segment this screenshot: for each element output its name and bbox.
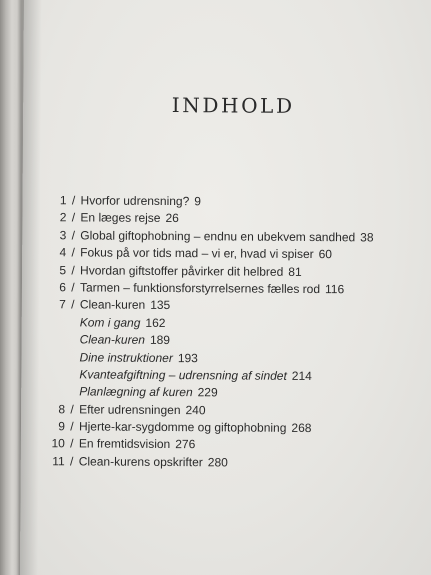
entry-title: Global giftophobning – endnu en ubekvem sandhed (80, 228, 356, 245)
entry-page-number: 189 (149, 333, 171, 348)
entry-title: En læges rejse (80, 210, 161, 226)
entry-title: Hjerte-kar-sygdomme og giftophobning (78, 419, 287, 435)
entry-title: Hvordan giftstoffer påvirker dit helbred (80, 262, 284, 279)
entry-page-number: 9 (194, 194, 202, 209)
entry-title: Clean-kurens opskrifter (78, 454, 203, 470)
toc-entry (49, 453, 429, 473)
entry-title: En fremtidsvision (78, 436, 171, 452)
table-of-contents (49, 192, 431, 473)
entry-page-number: 193 (177, 350, 198, 365)
spine-shadow (20, 0, 42, 575)
entry-page-number: 214 (291, 368, 312, 383)
entry-page-number: 116 (325, 282, 345, 297)
entry-title: Kvanteafgiftning – udrensning af sindet (79, 367, 287, 383)
entry-page-number: 26 (165, 211, 179, 226)
chapter-number: 1 (59, 193, 67, 208)
chapter-separator: / (70, 402, 74, 417)
chapter-separator: / (70, 454, 74, 469)
entry-page-number: 135 (150, 298, 171, 313)
entry-page-number: 38 (360, 230, 374, 245)
chapter-number: 2 (59, 210, 67, 225)
chapter-separator: / (71, 210, 76, 225)
chapter-separator: / (71, 297, 75, 312)
entry-page-number: 280 (207, 455, 228, 470)
entry-title: Dine instruktioner (79, 349, 173, 365)
entry-title: Tarmen – funktionsforstyrrelsernes fælles rod (79, 280, 321, 297)
entry-title: Planlægning af kuren (79, 384, 193, 400)
entry-title: Clean-kuren (79, 332, 146, 347)
chapter-number: 9 (58, 419, 66, 434)
entry-title: Efter udrensningen (79, 402, 181, 417)
chapter-number: 6 (59, 280, 67, 295)
page-title: INDHOLD (171, 93, 295, 118)
chapter-number: 7 (59, 297, 66, 312)
entry-page-number: 229 (197, 385, 218, 400)
entry-page-number: 276 (175, 437, 196, 452)
chapter-separator: / (71, 280, 75, 295)
entry-title: Kom i gang (79, 315, 141, 330)
entry-title: Hvorfor udrensning? (80, 193, 190, 209)
entry-page-number: 60 (318, 247, 333, 262)
chapter-number: 8 (58, 401, 66, 416)
chapter-separator: / (71, 245, 75, 260)
entry-title: Fokus på vor tids mad – vi er, hvad vi spiser (80, 245, 314, 262)
chapter-separator: / (71, 262, 75, 277)
entry-page-number: 162 (145, 315, 166, 330)
entry-page-number: 268 (291, 420, 312, 436)
chapter-number: 10 (51, 436, 65, 451)
chapter-separator: / (70, 436, 74, 451)
entry-page-number: 240 (185, 402, 206, 417)
entry-page-number: 81 (288, 264, 302, 279)
chapter-number: 4 (59, 245, 67, 260)
book-page (20, 0, 431, 575)
chapter-separator: / (71, 193, 76, 208)
chapter-separator: / (71, 228, 76, 243)
chapter-separator: / (70, 419, 74, 434)
chapter-number: 3 (59, 228, 67, 243)
chapter-number: 5 (59, 262, 67, 277)
chapter-number: 11 (52, 454, 65, 469)
entry-title: Clean-kuren (79, 297, 146, 313)
